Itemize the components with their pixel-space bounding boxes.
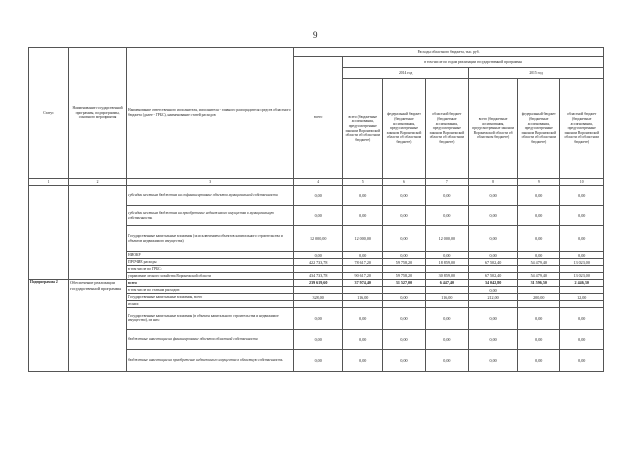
value-cell: 0,00 — [560, 186, 604, 206]
value-cell: 0,00 — [560, 206, 604, 226]
value-cell — [343, 266, 383, 273]
value-cell: 0,00 — [383, 186, 425, 206]
header-by-years: в том числе по годам реализации государственной программы — [343, 57, 604, 68]
row-label: Государственные капитальные вложения (в объекты капитального строительства и недвижимое имущество), из них: — [127, 307, 294, 329]
value-cell: 37 974,40 — [343, 279, 383, 286]
header-status: Статус — [29, 48, 69, 179]
row-label: всего — [127, 279, 294, 286]
value-cell: 0,00 — [294, 252, 343, 259]
value-cell: 0,00 — [560, 329, 604, 349]
col-number: 5 — [343, 179, 383, 186]
value-cell: 0,00 — [518, 329, 560, 349]
col-number: 6 — [383, 179, 425, 186]
row-label: управление лесного хозяйства Воронежской области — [127, 272, 294, 279]
value-cell: 200,00 — [518, 294, 560, 301]
value-cell: 0,00 — [518, 307, 560, 329]
row-label: в том числе по ГРБС: — [127, 266, 294, 273]
value-cell: 0,00 — [343, 186, 383, 206]
value-cell: 12 000,00 — [294, 226, 343, 252]
value-cell: 0,00 — [560, 226, 604, 252]
value-cell: 0,00 — [425, 252, 468, 259]
value-cell: 0,00 — [518, 252, 560, 259]
value-cell: 0,00 — [425, 329, 468, 349]
value-cell — [294, 287, 343, 294]
value-cell: 0,00 — [383, 226, 425, 252]
header-executor: Наименование ответственного исполнителя, исполнителя - главного распорядителя средств областного бюджета (далее - ГРБС), наименование статей расходов — [127, 48, 294, 179]
value-cell: 31 596,50 — [518, 279, 560, 286]
value-cell: 0,00 — [560, 349, 604, 371]
header-expenses: Расходы областного бюджета, тыс. руб. — [294, 48, 604, 57]
value-cell: 12 000,00 — [425, 226, 468, 252]
col-number: 7 — [425, 179, 468, 186]
status-cell — [29, 186, 69, 280]
header-2015-regional: областной бюджет (бюджетные ассигнования, предусмотренные законом Воронежской области об областном бюджете) — [560, 79, 604, 179]
value-cell: 59 758,20 — [383, 259, 425, 266]
value-cell: 0,00 — [383, 307, 425, 329]
value-cell: 0,00 — [294, 307, 343, 329]
value-cell: 59 758,20 — [383, 272, 425, 279]
subprogram-status: Подпрограмма 2 — [29, 279, 69, 371]
header-2015-total: всего (бюджетные ассигнования, предусмотренные законом Воронежской области об областном бюджете) — [469, 79, 518, 179]
column-numbers-row — [29, 179, 604, 186]
value-cell: 116,00 — [343, 294, 383, 301]
value-cell: 13 023,00 — [560, 259, 604, 266]
value-cell: 54 479,40 — [518, 259, 560, 266]
value-cell: 18 859,00 — [425, 259, 468, 266]
header-2015-federal: федеральный бюджет (бюджетные ассигнования, предусмотренные законом Воронежской области об областном бюджете) — [518, 79, 560, 179]
row-label: Государственные капитальные вложения (за исключением объектов капитального строительства и объектов недвижимого имущества) — [127, 226, 294, 252]
row-label: Государственные капитальные вложения, всего — [127, 294, 294, 301]
col-number: 4 — [294, 179, 343, 186]
value-cell — [383, 266, 425, 273]
row-label: бюджетные инвестиции на приобретение недвижимого имущества в областную собственность — [127, 349, 294, 371]
subprogram-name: Обеспечение реализации государственной программы — [69, 279, 127, 371]
row-label: ПРОЧИЕ расходы — [127, 259, 294, 266]
value-cell: 212,00 — [469, 294, 518, 301]
value-cell: 0,00 — [560, 252, 604, 259]
value-cell — [425, 266, 468, 273]
value-cell: 0,00 — [343, 307, 383, 329]
row-label: НИОКР — [127, 252, 294, 259]
value-cell: 30 859,00 — [425, 272, 468, 279]
value-cell: 0,00 — [343, 349, 383, 371]
value-cell: 0,00 — [425, 186, 468, 206]
table-row — [29, 279, 604, 286]
value-cell: 54 479,40 — [518, 272, 560, 279]
value-cell: 0,00 — [425, 206, 468, 226]
value-cell: 13 023,00 — [560, 272, 604, 279]
page-number: 9 — [313, 30, 318, 40]
value-cell: 67 502,40 — [469, 259, 518, 266]
value-cell — [518, 301, 560, 308]
value-cell: 0,00 — [518, 349, 560, 371]
value-cell: 328,00 — [294, 294, 343, 301]
value-cell: 0,00 — [469, 329, 518, 349]
value-cell: 12 000,00 — [343, 226, 383, 252]
value-cell: 0,00 — [425, 349, 468, 371]
value-cell: 2 446,30 — [560, 279, 604, 286]
value-cell: 0,00 — [383, 349, 425, 371]
col-number: 2 — [69, 179, 127, 186]
value-cell — [560, 301, 604, 308]
value-cell — [425, 287, 468, 294]
value-cell — [343, 301, 383, 308]
value-cell: 0,00 — [294, 186, 343, 206]
col-number: 1 — [29, 179, 69, 186]
value-cell — [294, 266, 343, 273]
col-number: 9 — [518, 179, 560, 186]
table-row — [29, 186, 604, 206]
value-cell — [383, 287, 425, 294]
value-cell: 239 619,60 — [294, 279, 343, 286]
col-number: 8 — [469, 179, 518, 186]
value-cell: 0,00 — [518, 226, 560, 252]
col-number: 10 — [560, 179, 604, 186]
value-cell — [518, 287, 560, 294]
row-label: из них: — [127, 301, 294, 308]
value-cell: 0,00 — [560, 307, 604, 329]
value-cell: 0,00 — [383, 252, 425, 259]
header-year-2014: 2014 год — [343, 68, 469, 79]
value-cell: 67 502,40 — [469, 272, 518, 279]
row-label: субсидии местным бюджетам на приобретение недвижимого имущества в муниципальную собственность — [127, 206, 294, 226]
value-cell — [560, 266, 604, 273]
value-cell: 0,00 — [469, 226, 518, 252]
value-cell: 0,00 — [469, 287, 518, 294]
value-cell: 34 042,80 — [469, 279, 518, 286]
value-cell — [469, 266, 518, 273]
row-label: в том числе по статьям расходов: — [127, 287, 294, 294]
value-cell: 78 617,20 — [343, 259, 383, 266]
value-cell: 0,00 — [469, 186, 518, 206]
value-cell: 0,00 — [518, 206, 560, 226]
value-cell — [469, 301, 518, 308]
value-cell: 0,00 — [343, 252, 383, 259]
col-number: 3 — [127, 179, 294, 186]
value-cell: 0,00 — [294, 206, 343, 226]
value-cell: 0,00 — [383, 206, 425, 226]
header-name: Наименование государственной программы, подпрограммы, основного мероприятия — [69, 48, 127, 179]
value-cell: 90 617,20 — [343, 272, 383, 279]
budget-table — [28, 47, 604, 372]
value-cell: 0,00 — [294, 329, 343, 349]
value-cell — [383, 301, 425, 308]
value-cell: 0,00 — [383, 329, 425, 349]
value-cell: 0,00 — [469, 349, 518, 371]
value-cell — [518, 266, 560, 273]
header-row-1 — [29, 48, 604, 57]
value-cell: 0,00 — [343, 329, 383, 349]
value-cell — [560, 287, 604, 294]
header-2014-total: всего (бюджетные ассигнования, предусмотренные законом Воронежской области об областном бюджете) — [343, 79, 383, 179]
value-cell: 0,00 — [469, 206, 518, 226]
row-label: бюджетные инвестиции на финансирование объектов областной собственности — [127, 329, 294, 349]
program-name-cell — [69, 186, 127, 280]
row-label: субсидии местным бюджетам на софинансирование объектов муниципальной собственности — [127, 186, 294, 206]
value-cell — [425, 301, 468, 308]
value-cell: 12,00 — [560, 294, 604, 301]
value-cell — [343, 287, 383, 294]
value-cell: 0,00 — [383, 294, 425, 301]
value-cell — [294, 301, 343, 308]
value-cell: 0,00 — [518, 186, 560, 206]
value-cell: 0,00 — [469, 252, 518, 259]
value-cell: 434 733,78 — [294, 272, 343, 279]
value-cell: 0,00 — [343, 206, 383, 226]
value-cell: 0,00 — [294, 349, 343, 371]
value-cell: 422 733,78 — [294, 259, 343, 266]
header-total: всего — [294, 57, 343, 179]
header-2014-regional: областной бюджет (бюджетные ассигнования, предусмотренные законом Воронежской области об областном бюджете) — [425, 79, 468, 179]
value-cell: 0,00 — [469, 307, 518, 329]
header-2014-federal: федеральный бюджет (бюджетные ассигнования, предусмотренные законом Воронежской области об областном бюджете) — [383, 79, 425, 179]
value-cell: 116,00 — [425, 294, 468, 301]
value-cell: 31 527,00 — [383, 279, 425, 286]
value-cell: 0,00 — [425, 307, 468, 329]
value-cell: 6 447,40 — [425, 279, 468, 286]
header-year-2015: 2015 год — [469, 68, 604, 79]
